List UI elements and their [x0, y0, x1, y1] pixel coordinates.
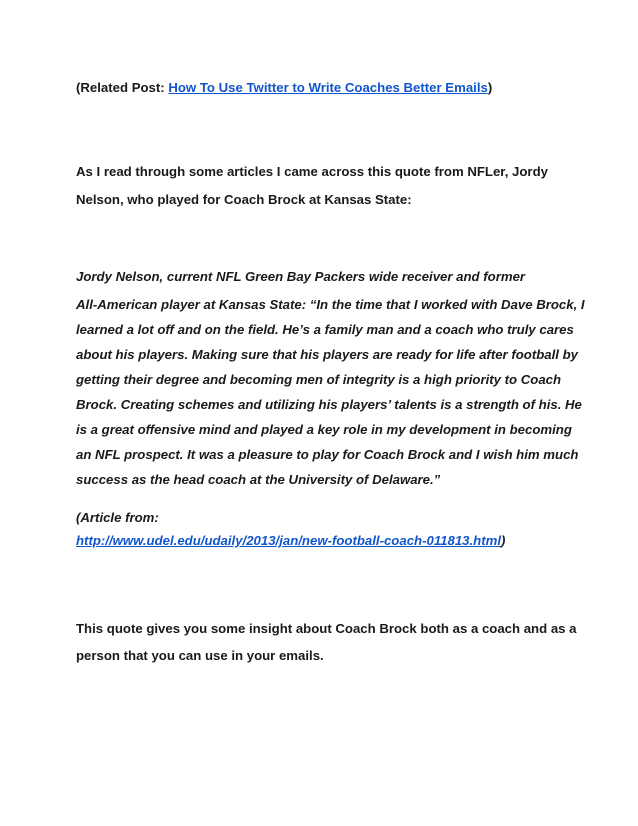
quote-line: about his players. Making sure that his players are ready for life after football by	[76, 347, 579, 362]
related-post-line	[76, 80, 492, 96]
article-source-label: (Article from:	[76, 510, 159, 525]
article-source-suffix: )	[501, 533, 506, 548]
quote-line: All-American player at Kansas State: “In the time that I worked with Dave Brock, I	[76, 297, 585, 312]
quote-line: Brock. Creating schemes and utilizing his players’ talents is a strength of his. He	[76, 397, 582, 412]
intro-line: Nelson, who played for Coach Brock at Kansas State:	[76, 192, 412, 207]
related-post-prefix: (Related Post:	[76, 80, 169, 95]
article-source-link[interactable]: http://www.udel.edu/udaily/2013/jan/new-football-coach-011813.html	[76, 533, 502, 548]
quote-line: an NFL prospect. It was a pleasure to play for Coach Brock and I wish him much	[76, 447, 579, 462]
article-source-line	[76, 533, 505, 549]
quote-line: success as the head coach at the University of Delaware.”	[76, 472, 441, 487]
intro-line: As I read through some articles I came across this quote from NFLer, Jordy	[76, 164, 548, 179]
quote-line: learned a lot off and on the field. He’s a family man and a coach who truly cares	[76, 322, 574, 337]
closing-line: This quote gives you some insight about Coach Brock both as a coach and as a	[76, 621, 577, 636]
quote-line: getting their degree and becoming men of integrity is a high priority to Coach	[76, 372, 562, 387]
related-post-suffix: )	[487, 80, 493, 95]
quote-line: Jordy Nelson, current NFL Green Bay Packers wide receiver and former	[76, 269, 526, 284]
related-post-link[interactable]: How To Use Twitter to Write Coaches Better Emails	[168, 80, 488, 95]
quote-line: is a great offensive mind and played a key role in my development in becoming	[76, 422, 572, 437]
closing-line: person that you can use in your emails.	[76, 648, 324, 663]
